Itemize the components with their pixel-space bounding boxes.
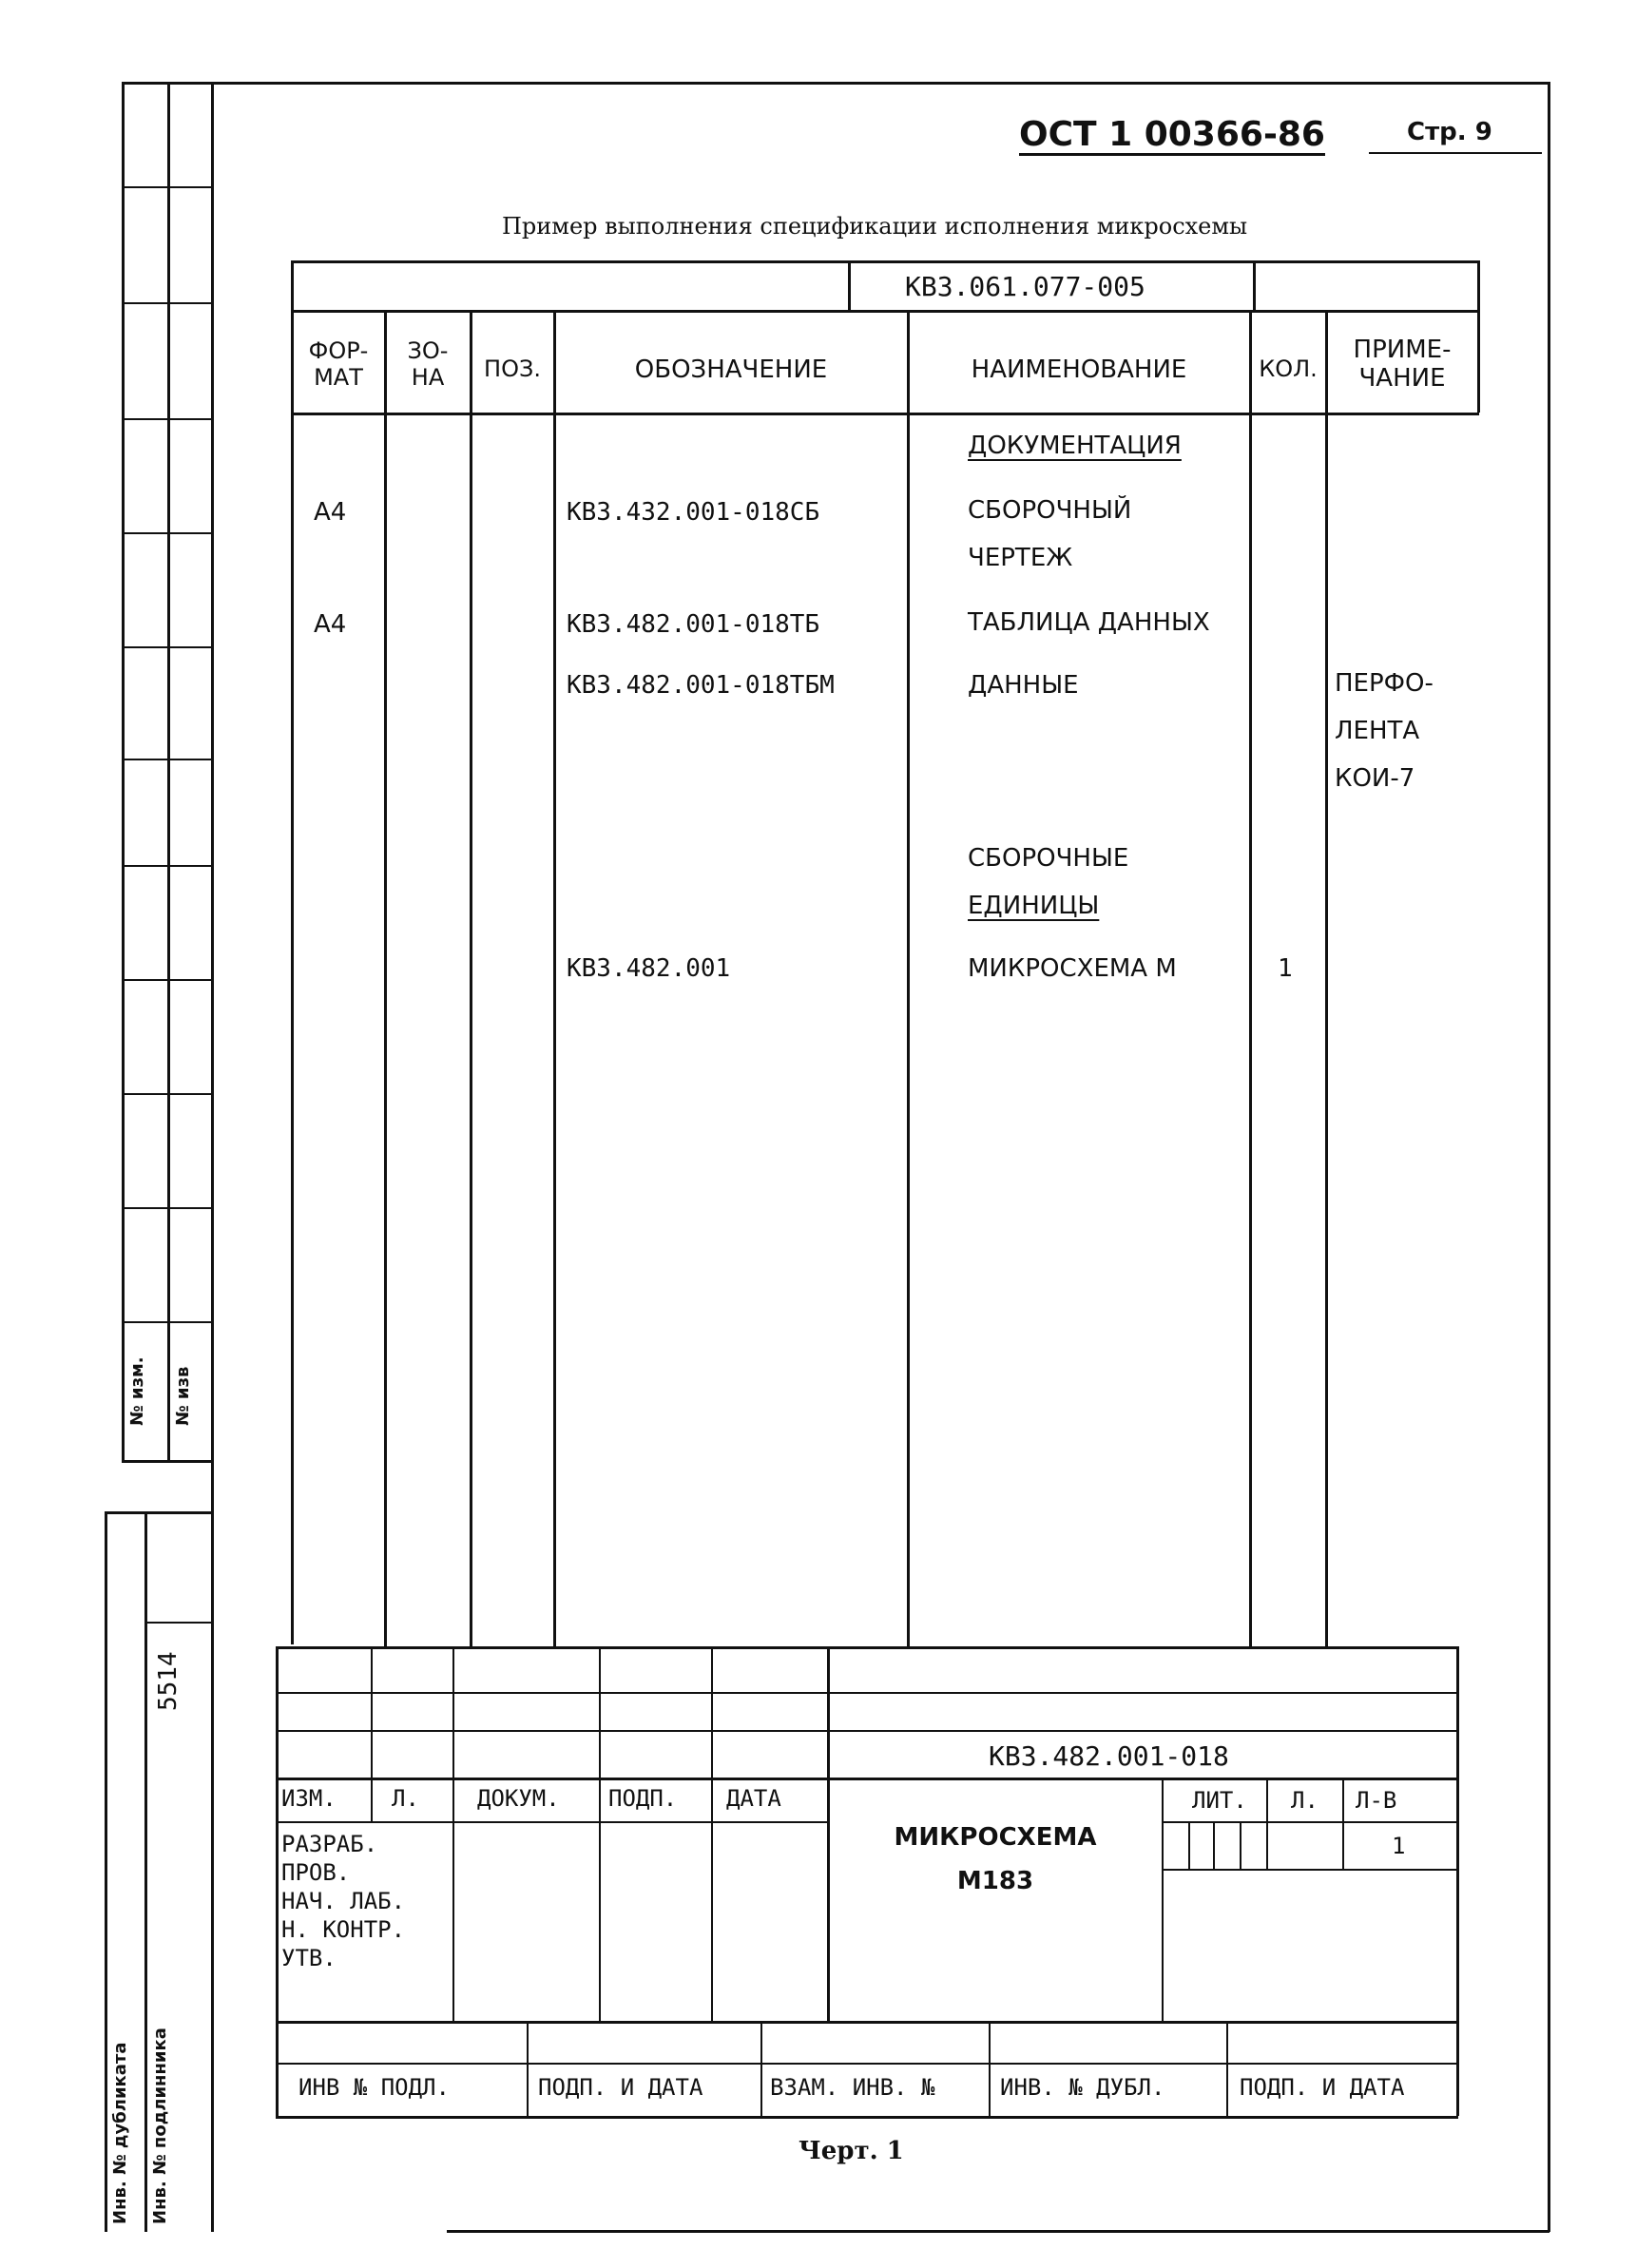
footer-replace-inv: ВЗАМ. ИНВ. №	[770, 2074, 935, 2101]
footer-inv-orig: ИНВ № ПОДЛ.	[298, 2074, 450, 2101]
footer-inv-dup: ИНВ. № ДУБЛ.	[1000, 2074, 1165, 2101]
figure-label: Черт. 1	[799, 2137, 904, 2165]
spec-doc-code: КВ3.061.077-005	[905, 271, 1145, 302]
frame-top	[211, 82, 1548, 85]
role-norm-control: Н. КОНТР.	[281, 1916, 406, 1943]
sheet-header: Л.	[1291, 1787, 1318, 1814]
role-lab-head: НАЧ. ЛАБ.	[281, 1888, 406, 1914]
row-4-designation: КВ3.482.001	[567, 954, 731, 983]
row-1-name-1: СБОРОЧНЫЙ	[968, 496, 1132, 525]
page-number: Стр. 9	[1407, 118, 1492, 146]
standard-number: ОСТ 1 00366-86	[1019, 115, 1325, 154]
product-name-1: МИКРОСХЕМА	[894, 1823, 1097, 1852]
row-1-name-2: ЧЕРТЕЖ	[968, 544, 1073, 572]
col-name: НАИМЕНОВАНИЕ	[971, 356, 1187, 384]
col-note: ПРИМЕ- ЧАНИЕ	[1353, 336, 1452, 393]
row-2-name: ТАБЛИЦА ДАННЫХ	[968, 608, 1210, 637]
role-approver: УТВ.	[281, 1945, 337, 1971]
margin-label-change-2: № изв	[173, 1366, 193, 1426]
col-format: ФОР- МАТ	[308, 337, 369, 391]
margin-label-change-1: № изм.	[127, 1356, 147, 1426]
row-4-qty: 1	[1278, 954, 1293, 983]
sheets-header: Л-В	[1356, 1787, 1397, 1814]
col-pos: ПОЗ.	[484, 356, 541, 382]
title-doc-code: КВ3.482.001-018	[989, 1740, 1229, 1772]
row-4-name: МИКРОСХЕМА М	[968, 954, 1177, 983]
th-izm: ИЗМ.	[281, 1785, 337, 1812]
th-dokum: ДОКУМ.	[477, 1785, 560, 1812]
frame-bottom	[447, 2230, 1549, 2233]
th-data: ДАТА	[726, 1785, 781, 1812]
th-list: Л.	[392, 1785, 419, 1812]
footer-sign-date-1: ПОДП. И ДАТА	[538, 2074, 703, 2101]
sheets-count: 1	[1392, 1833, 1406, 1859]
footer-sign-date-2: ПОДП. И ДАТА	[1240, 2074, 1405, 2101]
margin-label-dup: Инв. № дубликата	[110, 2042, 130, 2224]
th-podp: ПОДП.	[608, 1785, 678, 1812]
role-developer: РАЗРАБ.	[281, 1831, 378, 1857]
lit-header: ЛИТ.	[1192, 1787, 1247, 1814]
product-name-2: М183	[956, 1867, 1034, 1895]
col-zone: ЗО- НА	[407, 337, 449, 391]
frame-right	[1548, 82, 1550, 2232]
row-3-note-1: ПЕРФО-	[1335, 669, 1434, 698]
col-qty: КОЛ.	[1259, 356, 1318, 382]
row-2-format: А4	[314, 610, 347, 639]
row-3-note-3: КОИ-7	[1335, 764, 1415, 793]
section-assembly-1: СБОРОЧНЫЕ	[968, 844, 1129, 873]
row-3-name: ДАННЫЕ	[968, 671, 1079, 700]
row-3-note-2: ЛЕНТА	[1335, 717, 1420, 745]
margin-label-orig: Инв. № подлинника	[150, 2028, 170, 2224]
row-2-designation: КВ3.482.001-018ТБ	[567, 610, 820, 639]
col-designation: ОБОЗНАЧЕНИЕ	[634, 356, 828, 384]
section-assembly-2: ЕДИНИЦЫ	[968, 892, 1100, 920]
row-1-format: А4	[314, 498, 347, 527]
section-documentation: ДОКУМЕНТАЦИЯ	[968, 432, 1182, 460]
caption: Пример выполнения спецификации исполнения микросхемы	[502, 213, 1248, 240]
row-3-designation: КВ3.482.001-018ТБМ	[567, 671, 835, 700]
margin-inv-number: 5514	[154, 1651, 183, 1711]
role-checker: ПРОВ.	[281, 1859, 351, 1886]
row-1-designation: КВ3.432.001-018СБ	[567, 498, 820, 527]
